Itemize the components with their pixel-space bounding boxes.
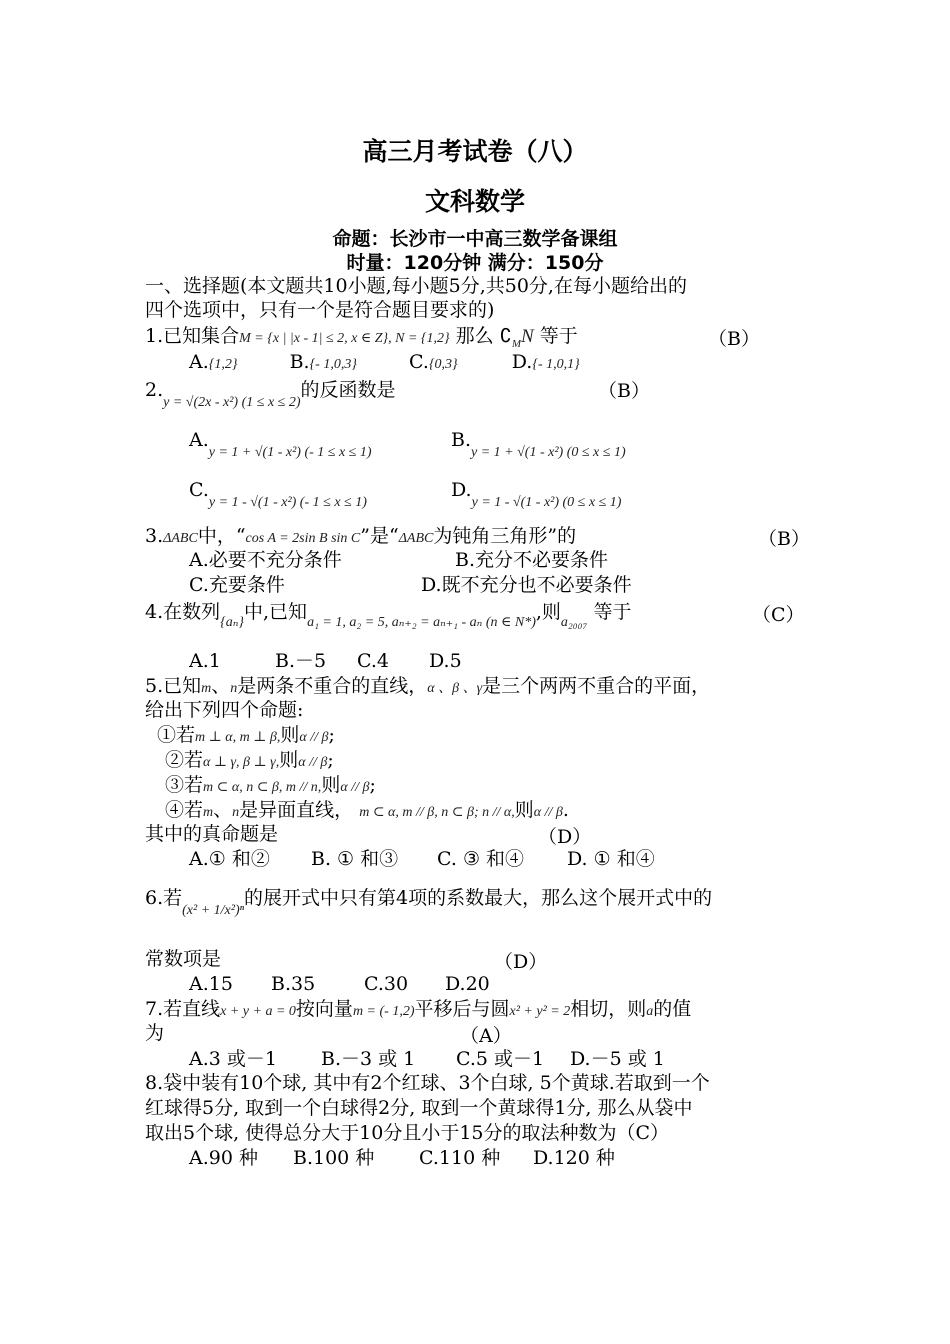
q5-stem-line2: 给出下列四个命题: [145, 699, 304, 721]
q2-option-c [189, 478, 367, 510]
q4-pre: 4.在数列 [145, 601, 221, 623]
q4-math3: a₂₀₀₇ [560, 615, 588, 630]
q5-opt-c: C. ③ 和④ [437, 848, 525, 870]
q3-math1: ΔABC [163, 531, 198, 546]
q5-p2-math: α ⊥ γ, β ⊥ γ, [203, 755, 280, 770]
q5-pre: 5.已知 [145, 675, 202, 697]
q1-pre: 1.已知集合 [145, 325, 240, 347]
q4-post: 等于 [593, 601, 632, 623]
q7-opt-d: D.－5 或 1 [570, 1048, 665, 1070]
q7-opt-c: C.5 或－1 [456, 1048, 545, 1070]
q4-math1: {aₙ} [220, 615, 245, 630]
q1-answer: （B） [708, 328, 760, 350]
q5-p1-res: α // β [299, 730, 329, 745]
q8-stem-line2: 红球得5分, 取到一个白球得2分, 取到一个黄球得1分, 那么从袋中 [145, 1097, 693, 1119]
q5-p4-end: . [562, 799, 569, 821]
q1-opt-c-label: C. [409, 351, 429, 373]
q2-option-b [451, 428, 626, 460]
section-intro-line2: 四个选项中，只有一个是符合题目要求的) [145, 299, 495, 321]
q5-p4-m: m [203, 805, 214, 820]
q6-opt-b: B.35 [271, 973, 316, 995]
q3-mid1: 中，“ [197, 525, 246, 547]
q7-stem-line2: 为 [145, 1022, 165, 1044]
q2-option-a [189, 428, 372, 460]
q5-p3-res: α // β [340, 780, 370, 795]
section-intro-line1: 一、选择题(本文题共10小题,每小题5分,共50分,在每小题给出的 [145, 275, 687, 297]
q5-p4-n: n [232, 805, 240, 820]
q3-stem [145, 524, 576, 551]
q6-math: (x² + 1/x²)ⁿ [182, 903, 245, 918]
q4-mid: 中,已知 [244, 601, 308, 623]
q5-proposition-4 [165, 798, 569, 825]
q5-p4-res: α // β [533, 805, 563, 820]
q8-stem-line3: 取出5个球, 使得总分大于10分且小于15分的取法种数为（C） [145, 1122, 670, 1144]
q5-p3-math: m ⊂ α, n ⊂ β, m // n, [203, 780, 322, 795]
q5-line-n: n [230, 681, 238, 696]
q5-opt-a: A.① 和② [189, 848, 270, 870]
q5-options [189, 847, 655, 871]
q7-mid1: 按向量 [295, 998, 353, 1020]
q1-options [189, 350, 580, 377]
q2-opt-b: y = 1 + √(1 - x²) (0 ≤ x ≤ 1) [471, 445, 626, 460]
q2-pre: 2. [145, 379, 164, 401]
q2-option-d [451, 478, 622, 510]
exam-subject: 文科数学 [424, 187, 525, 216]
q2-opt-c: y = 1 - √(1 - x²) (- 1 ≤ x ≤ 1) [208, 495, 367, 510]
q7-post: 的值 [653, 998, 692, 1020]
q6-answer: （D） [494, 951, 548, 973]
q7-stem [145, 997, 691, 1024]
q6-post: 的展开式中只有第4项的系数最大，那么这个展开式中的 [244, 887, 713, 909]
q5-planes: α 、β 、γ [427, 681, 483, 696]
q3-answer: （B） [758, 528, 810, 550]
q7-math4: a [646, 1004, 654, 1019]
q1-math: M = {x | |x - 1| ≤ 2, x ∈ Z}, N = {1,2} [239, 331, 450, 346]
q3-opt-a: A.必要不充分条件 [189, 549, 342, 571]
q6-pre: 6.若 [145, 887, 183, 909]
q2-opt-d: y = 1 - √(1 - x²) (0 ≤ x ≤ 1) [471, 495, 622, 510]
q5-p1-end: ; [328, 724, 335, 746]
q5-p3-end: ; [369, 774, 376, 796]
q5-proposition-3 [165, 773, 376, 800]
q5-p4-mid: 是异面直线， [239, 799, 354, 821]
q8-opt-a: A.90 种 [189, 1147, 258, 1169]
q2-answer: （B） [598, 380, 650, 402]
q6-stem-line2: 常数项是 [145, 948, 222, 970]
q1-opt-a: {1,2} [208, 357, 238, 372]
q1-post: 那么 [455, 325, 494, 347]
q3-opt-c: C.充要条件 [189, 574, 285, 596]
q1-opt-b-label: B. [289, 351, 310, 373]
q5-sep: 、 [211, 675, 231, 697]
q5-opt-b: B. ① 和③ [311, 848, 399, 870]
q2-opt-a: y = 1 + √(1 - x²) (- 1 ≤ x ≤ 1) [208, 445, 372, 460]
q3-opt-d: D.既不充分也不必要条件 [421, 574, 632, 596]
q7-opt-a: A.3 或－1 [189, 1048, 277, 1070]
q6-opt-a: A.15 [189, 973, 233, 995]
q1-complement-sub: M [511, 337, 521, 350]
q2-opt-d-label: D. [451, 479, 472, 501]
q4-opt-c: C.4 [357, 650, 389, 672]
q8-opt-c: C.110 种 [419, 1147, 501, 1169]
q5-conclusion: 其中的真命题是 [145, 823, 279, 845]
q7-opt-b: B.－3 或 1 [321, 1048, 416, 1070]
q5-proposition-2 [165, 748, 334, 775]
q8-stem-line1: 8.袋中装有10个球, 其中有2个红球、3个白球, 5个黄球.若取到一个 [145, 1072, 710, 1094]
q1-complement-set: N [521, 326, 534, 347]
exam-time: 时量：120分钟 满分：150分 [346, 252, 604, 274]
q4-answer: （C） [752, 604, 805, 626]
q5-p4-sep: 、 [213, 799, 233, 821]
q5-opt-d: D. ① 和④ [567, 848, 655, 870]
q7-pre: 7.若直线 [145, 998, 221, 1020]
q4-opt-d: D.5 [429, 650, 462, 672]
q7-mid2: 平移后与圆 [414, 998, 510, 1020]
q3-pre: 3. [145, 525, 164, 547]
exam-title: 高三月考试卷（八） [362, 137, 588, 166]
q7-options [189, 1047, 665, 1071]
q6-opt-c: C.30 [364, 973, 409, 995]
q5-p2-res: α // β [298, 755, 328, 770]
q2-opt-b-label: B. [451, 429, 472, 451]
q5-p2-end: ; [327, 749, 334, 771]
q1-post2: 等于 [539, 325, 578, 347]
q5-p3-pre: ③若 [165, 774, 204, 796]
q3-math2: cos A = 2sin B sin C [245, 531, 361, 546]
q1-opt-b: {- 1,0,3} [309, 357, 357, 372]
q4-math2: a₁ = 1, a₂ = 5, aₙ₊₂ = aₙ₊₁ - aₙ (n ∈ N*) [307, 615, 536, 630]
q2-math: y = √(2x - x²) (1 ≤ x ≤ 2) [163, 395, 301, 410]
q1-complement-symbol: ∁ [499, 325, 512, 347]
q4-options [189, 649, 462, 673]
q5-post: 是三个两两不重合的平面， [482, 675, 711, 697]
q5-p3-then: 则 [321, 774, 341, 796]
q1-opt-c: {0,3} [428, 357, 458, 372]
q5-p4-pre: ④若 [165, 799, 204, 821]
q4-opt-b: B.－5 [275, 650, 327, 672]
q3-mid2: ”是“ [360, 525, 399, 547]
q4-opt-a: A.1 [189, 650, 221, 672]
q5-p4-math: m ⊂ α, m // β, n ⊂ β; n // α, [359, 805, 515, 820]
q8-opt-b: B.100 种 [293, 1147, 375, 1169]
q7-math1: x + y + a = 0 [220, 1004, 296, 1019]
q8-opt-d: D.120 种 [533, 1147, 615, 1169]
q7-mid3: 相切，则 [570, 998, 647, 1020]
q5-stem-line1 [145, 674, 710, 701]
q5-p1-then: 则 [280, 724, 300, 746]
q5-line-m: m [201, 681, 212, 696]
q6-options [189, 972, 490, 996]
q1-opt-d: {- 1,0,1} [532, 357, 580, 372]
q7-math2: m = (- 1,2) [352, 1004, 415, 1019]
q5-p1-math: m ⊥ α, m ⊥ β, [195, 730, 281, 745]
q4-mid2: ,则 [535, 601, 561, 623]
q5-mid: 是两条不重合的直线， [237, 675, 428, 697]
q7-math3: x² + y² = 2 [509, 1004, 571, 1019]
q2-opt-a-label: A. [189, 429, 209, 451]
exam-author: 命题：长沙市一中高三数学备课组 [332, 228, 618, 250]
q2-stem [145, 378, 396, 410]
q5-p2-pre: ②若 [165, 749, 204, 771]
q2-opt-c-label: C. [189, 479, 209, 501]
q4-stem [145, 600, 632, 630]
q2-post: 的反函数是 [300, 379, 396, 401]
q3-math3: ΔABC [398, 531, 434, 546]
q6-opt-d: D.20 [445, 973, 490, 995]
q3-opt-b: B.充分不必要条件 [455, 549, 609, 571]
q1-opt-d-label: D. [511, 351, 533, 373]
q7-answer: （A） [460, 1025, 512, 1047]
q5-proposition-1 [157, 723, 335, 750]
q5-p4-then: 则 [514, 799, 534, 821]
q5-p1-pre: ①若 [157, 724, 196, 746]
q3-post: 为钝角三角形”的 [433, 525, 577, 547]
q6-stem [145, 886, 713, 918]
q1-opt-a-label: A. [189, 351, 209, 373]
q5-answer: （D） [538, 826, 592, 848]
q5-p2-then: 则 [279, 749, 299, 771]
q8-options [189, 1146, 615, 1170]
